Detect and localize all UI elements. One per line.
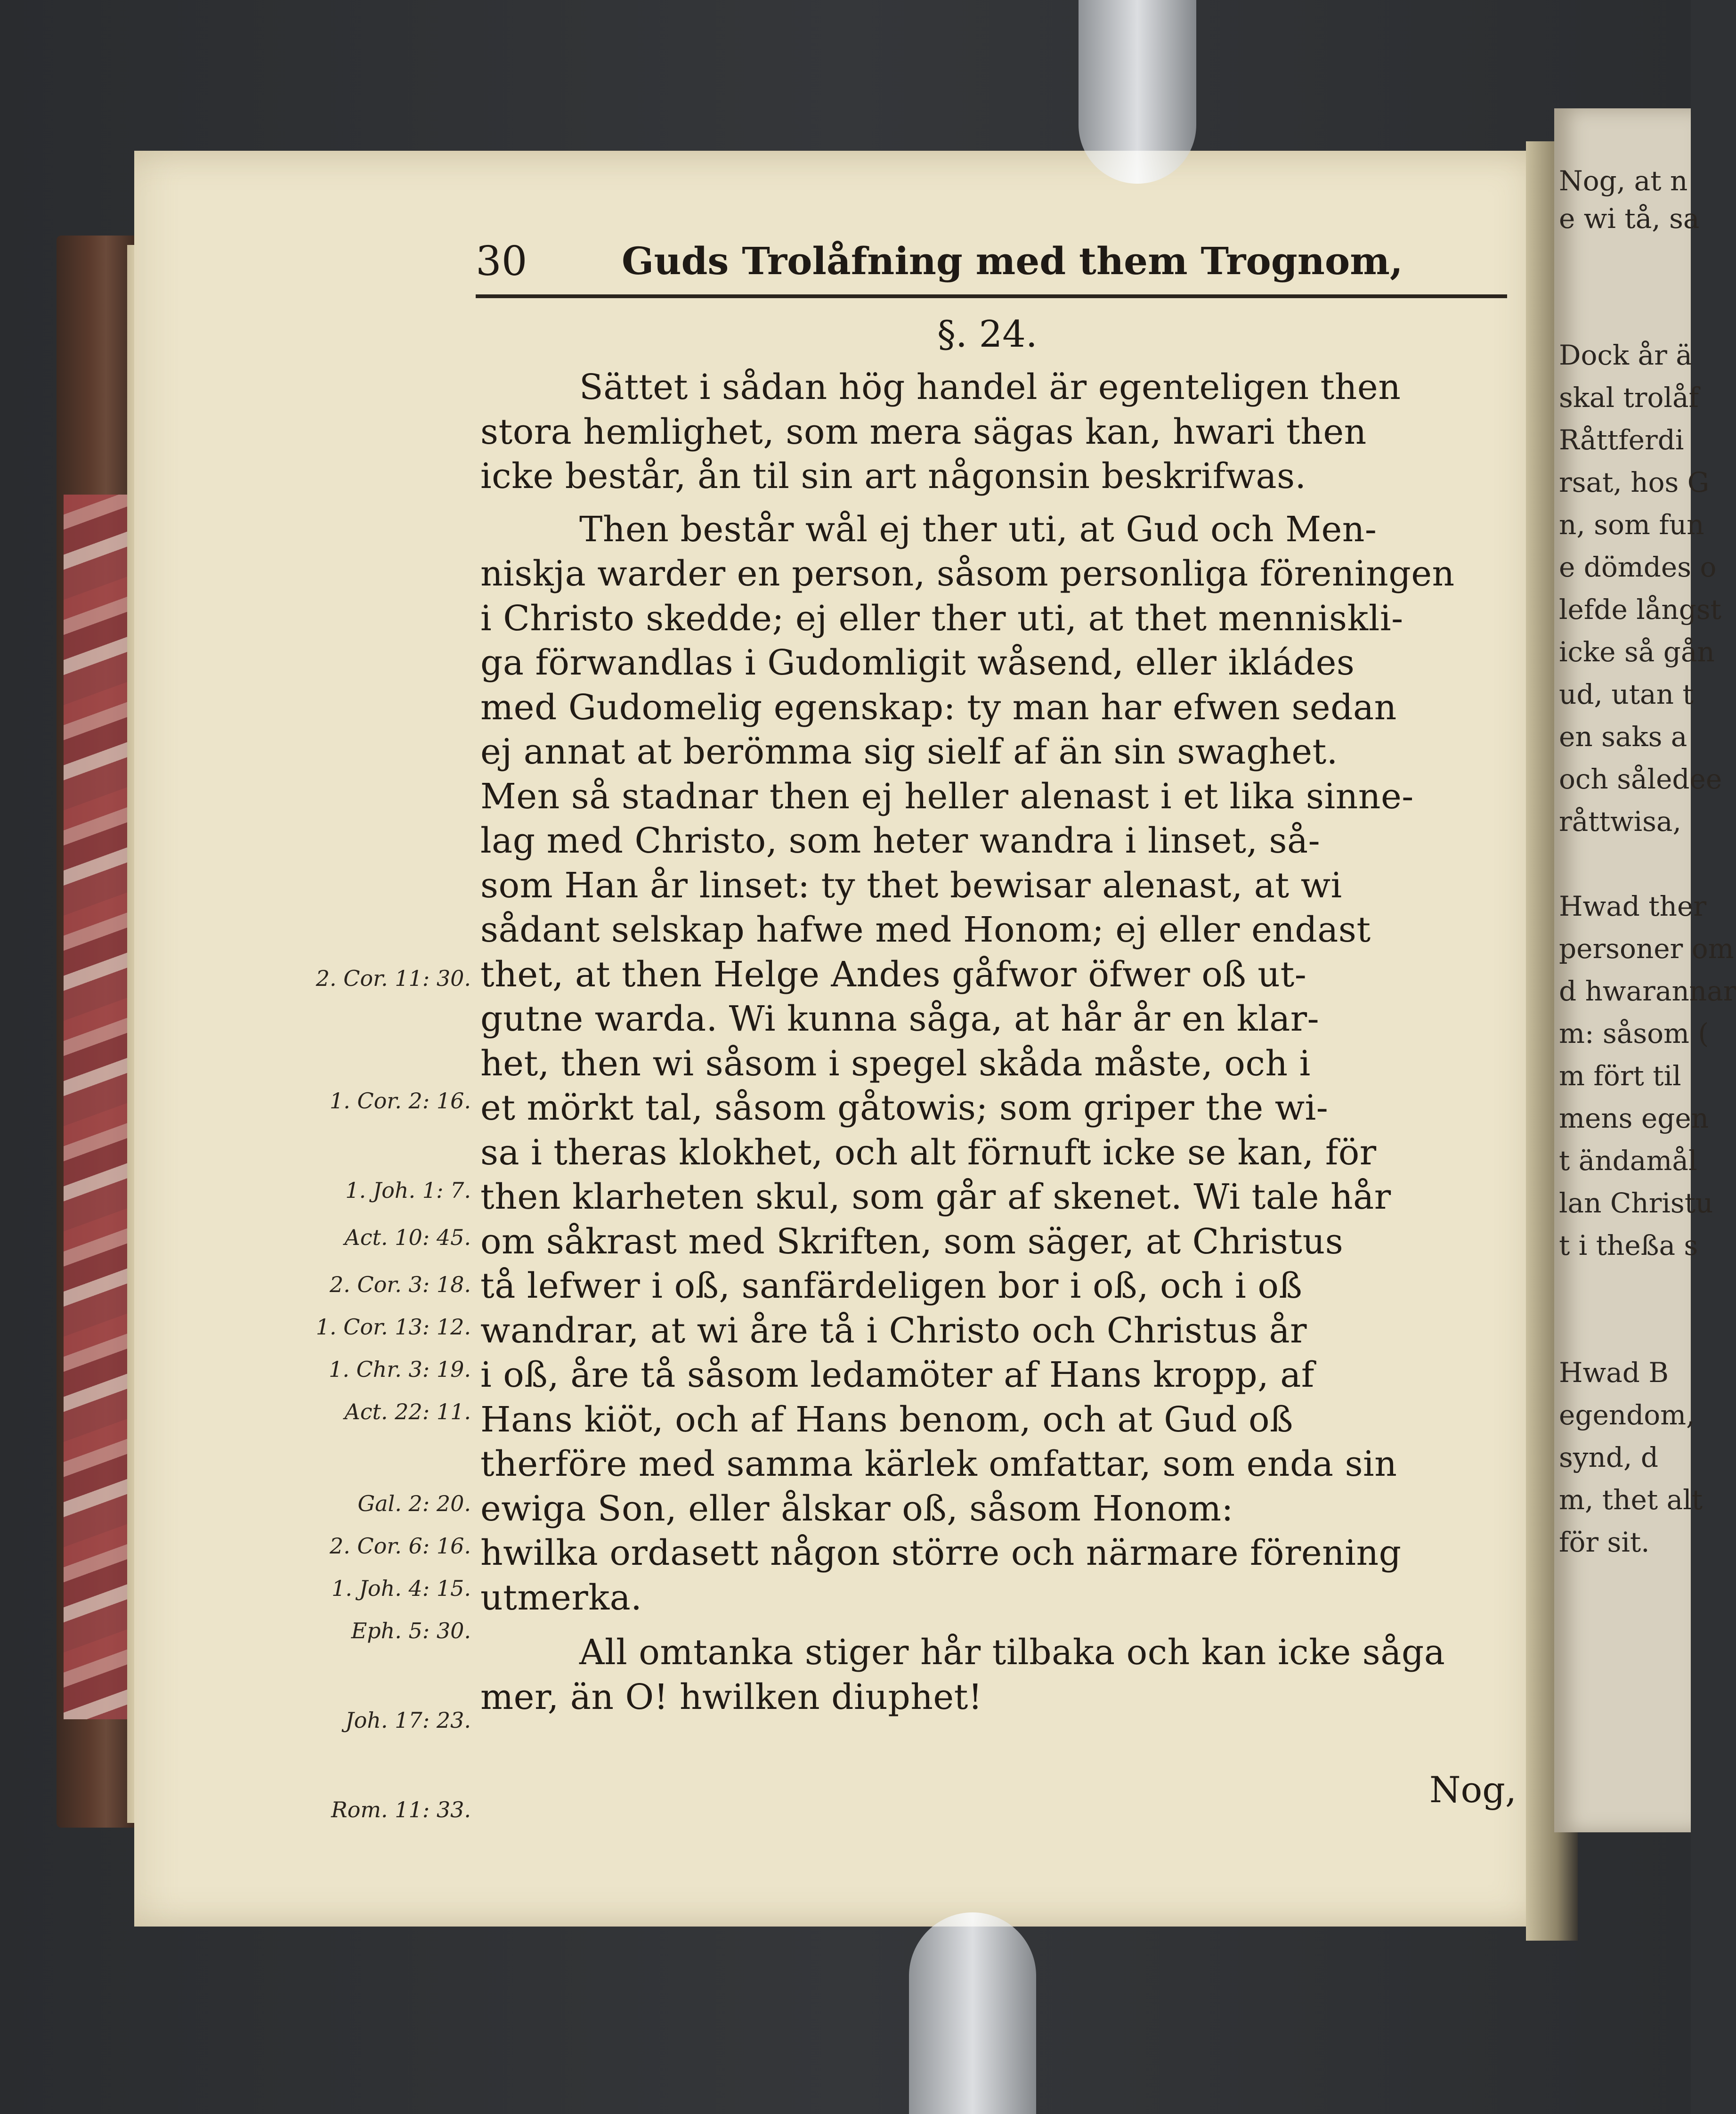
facing-page-line: d hwarannar [1559,975,1736,1007]
facing-page-line: lefde långst [1559,594,1721,626]
facing-page-line: skal trolåf [1559,382,1699,414]
facing-page-line: m: såsom ( [1559,1017,1709,1049]
facing-page-line: egendom, [1559,1399,1695,1431]
text-line: sådant selskap hafwe med Honom; ej eller endast [480,910,1371,950]
margin-reference: 2. Cor. 3: 18. [329,1272,471,1297]
facing-page-line: m fört til [1559,1060,1681,1092]
facing-page-line: Råttferdi [1559,424,1684,456]
margin-reference: 1. Cor. 13: 12. [316,1314,471,1340]
facing-page-line: t i theßa s [1559,1229,1698,1261]
facing-page-line: ud, utan t [1559,678,1694,710]
facing-page-line: icke så gån [1559,636,1715,668]
facing-page-line: för sit. [1559,1526,1650,1558]
facing-page-line: mens egen [1559,1102,1709,1134]
text-line: utmerka. [480,1577,642,1618]
text-line: Hans kiöt, och af Hans benom, och at Gud oß [480,1399,1293,1440]
facing-page-line: m, thet alt [1559,1484,1703,1516]
facing-page-line: n, som fun [1559,509,1704,541]
text-line: Then består wål ej ther uti, at Gud och Men- [579,509,1377,550]
facing-page-line: personer om [1559,933,1734,965]
text-line: gutne warda. Wi kunna såga, at hår år en klar- [480,999,1320,1039]
margin-reference: Act. 10: 45. [344,1225,471,1250]
page-number: 30 [476,238,527,285]
text-line: Sättet i sådan hög handel är egenteligen then [579,367,1401,407]
text-line: wandrar, at wi åre tå i Christo och Christus år [480,1310,1307,1351]
text-line: lag med Christo, som heter wandra i linset, så- [480,821,1321,861]
text-line: All omtanka stiger hår tilbaka och kan icke såga [579,1632,1445,1673]
text-line: then klarheten skul, som går af skenet. Wi tale hår [480,1177,1391,1217]
text-line: hwilka ordasett någon större och närmare förening [480,1533,1402,1573]
text-line: med Gudomelig egenskap: ty man har efwen sedan [480,687,1397,728]
running-title: Guds Trolåfning med them Trognom, [622,239,1403,283]
margin-reference: 2. Cor. 11: 30. [316,966,471,991]
facing-page-line: synd, d [1559,1441,1659,1473]
text-line: thet, at then Helge Andes gåfwor öfwer oß ut- [480,954,1307,995]
margin-reference: Act. 22: 11. [344,1399,471,1424]
text-line: mer, än O! hwilken diuphet! [480,1677,983,1717]
text-line: som Han år linset: ty thet bewisar alenast, at wi [480,865,1342,906]
facing-page-line: och såledee [1559,763,1722,795]
header-rule [476,294,1507,298]
text-line: et mörkt tal, såsom gåtowis; som griper the wi- [480,1088,1329,1128]
facing-page-line: lan Christu [1559,1187,1713,1219]
facing-page-line: e dömdes o [1559,551,1717,583]
facing-page-line: Hwad ther [1559,890,1707,922]
text-line: icke består, ån til sin art någonsin beskrifwas. [480,456,1306,496]
facing-page-line: e wi tå, sa [1559,203,1700,235]
margin-reference: Gal. 2: 20. [357,1491,471,1516]
page-clip-bottom [909,1912,1036,2114]
margin-reference: Rom. 11: 33. [331,1797,471,1822]
section-title: §. 24. [937,313,1038,356]
text-line: Men så stadnar then ej heller alenast i et lika sinne- [480,776,1414,817]
page-header [476,238,1507,290]
facing-page-line: Nog, at n [1559,165,1688,197]
margin-reference: Joh. 17: 23. [345,1707,471,1733]
catchword: Nog, [1429,1769,1517,1811]
text-line: sa i theras klokhet, och alt förnuft icke se kan, för [480,1132,1377,1173]
facing-page-line: Hwad B [1559,1357,1669,1389]
facing-page-line: t ändamål [1559,1145,1697,1177]
text-line: niskja warder en person, såsom personliga föreningen [480,553,1455,594]
text-line: ewiga Son, eller ålskar oß, såsom Honom: [480,1488,1233,1529]
marbled-endpaper [64,495,134,1719]
text-line: therföre med samma kärlek omfattar, som enda sin [480,1444,1397,1484]
page-clip-top [1079,0,1196,184]
facing-page-line: en saks a [1559,721,1687,753]
text-line: het, then wi såsom i spegel skåda måste, och i [480,1043,1311,1084]
text-line: ga förwandlas i Gudomligit wåsend, eller ikládes [480,642,1355,683]
margin-reference: Eph. 5: 30. [351,1618,471,1643]
margin-reference: 1. Joh. 1: 7. [345,1178,471,1203]
text-line: stora hemlighet, som mera sägas kan, hwari then [480,412,1367,452]
facing-page-line: Dock år ä [1559,339,1692,371]
text-line: i Christo skedde; ej eller ther uti, at thet menniskli- [480,598,1403,639]
margin-reference: 2. Cor. 6: 16. [329,1533,471,1559]
text-line: om såkrast med Skriften, som säger, at Christus [480,1221,1344,1262]
margin-reference: 1. Joh. 4: 15. [331,1576,471,1601]
text-line: ej annat at berömma sig sielf af än sin swaghet. [480,732,1338,772]
text-line: i oß, åre tå såsom ledamöter af Hans kropp, af [480,1355,1314,1395]
facing-page-line: rsat, hos G [1559,466,1710,498]
margin-reference: 1. Chr. 3: 19. [328,1357,471,1382]
facing-page-line: råttwisa, [1559,805,1681,837]
margin-reference: 1. Cor. 2: 16. [329,1088,471,1114]
text-line: tå lefwer i oß, sanfärdeligen bor i oß, och i oß [480,1266,1303,1306]
